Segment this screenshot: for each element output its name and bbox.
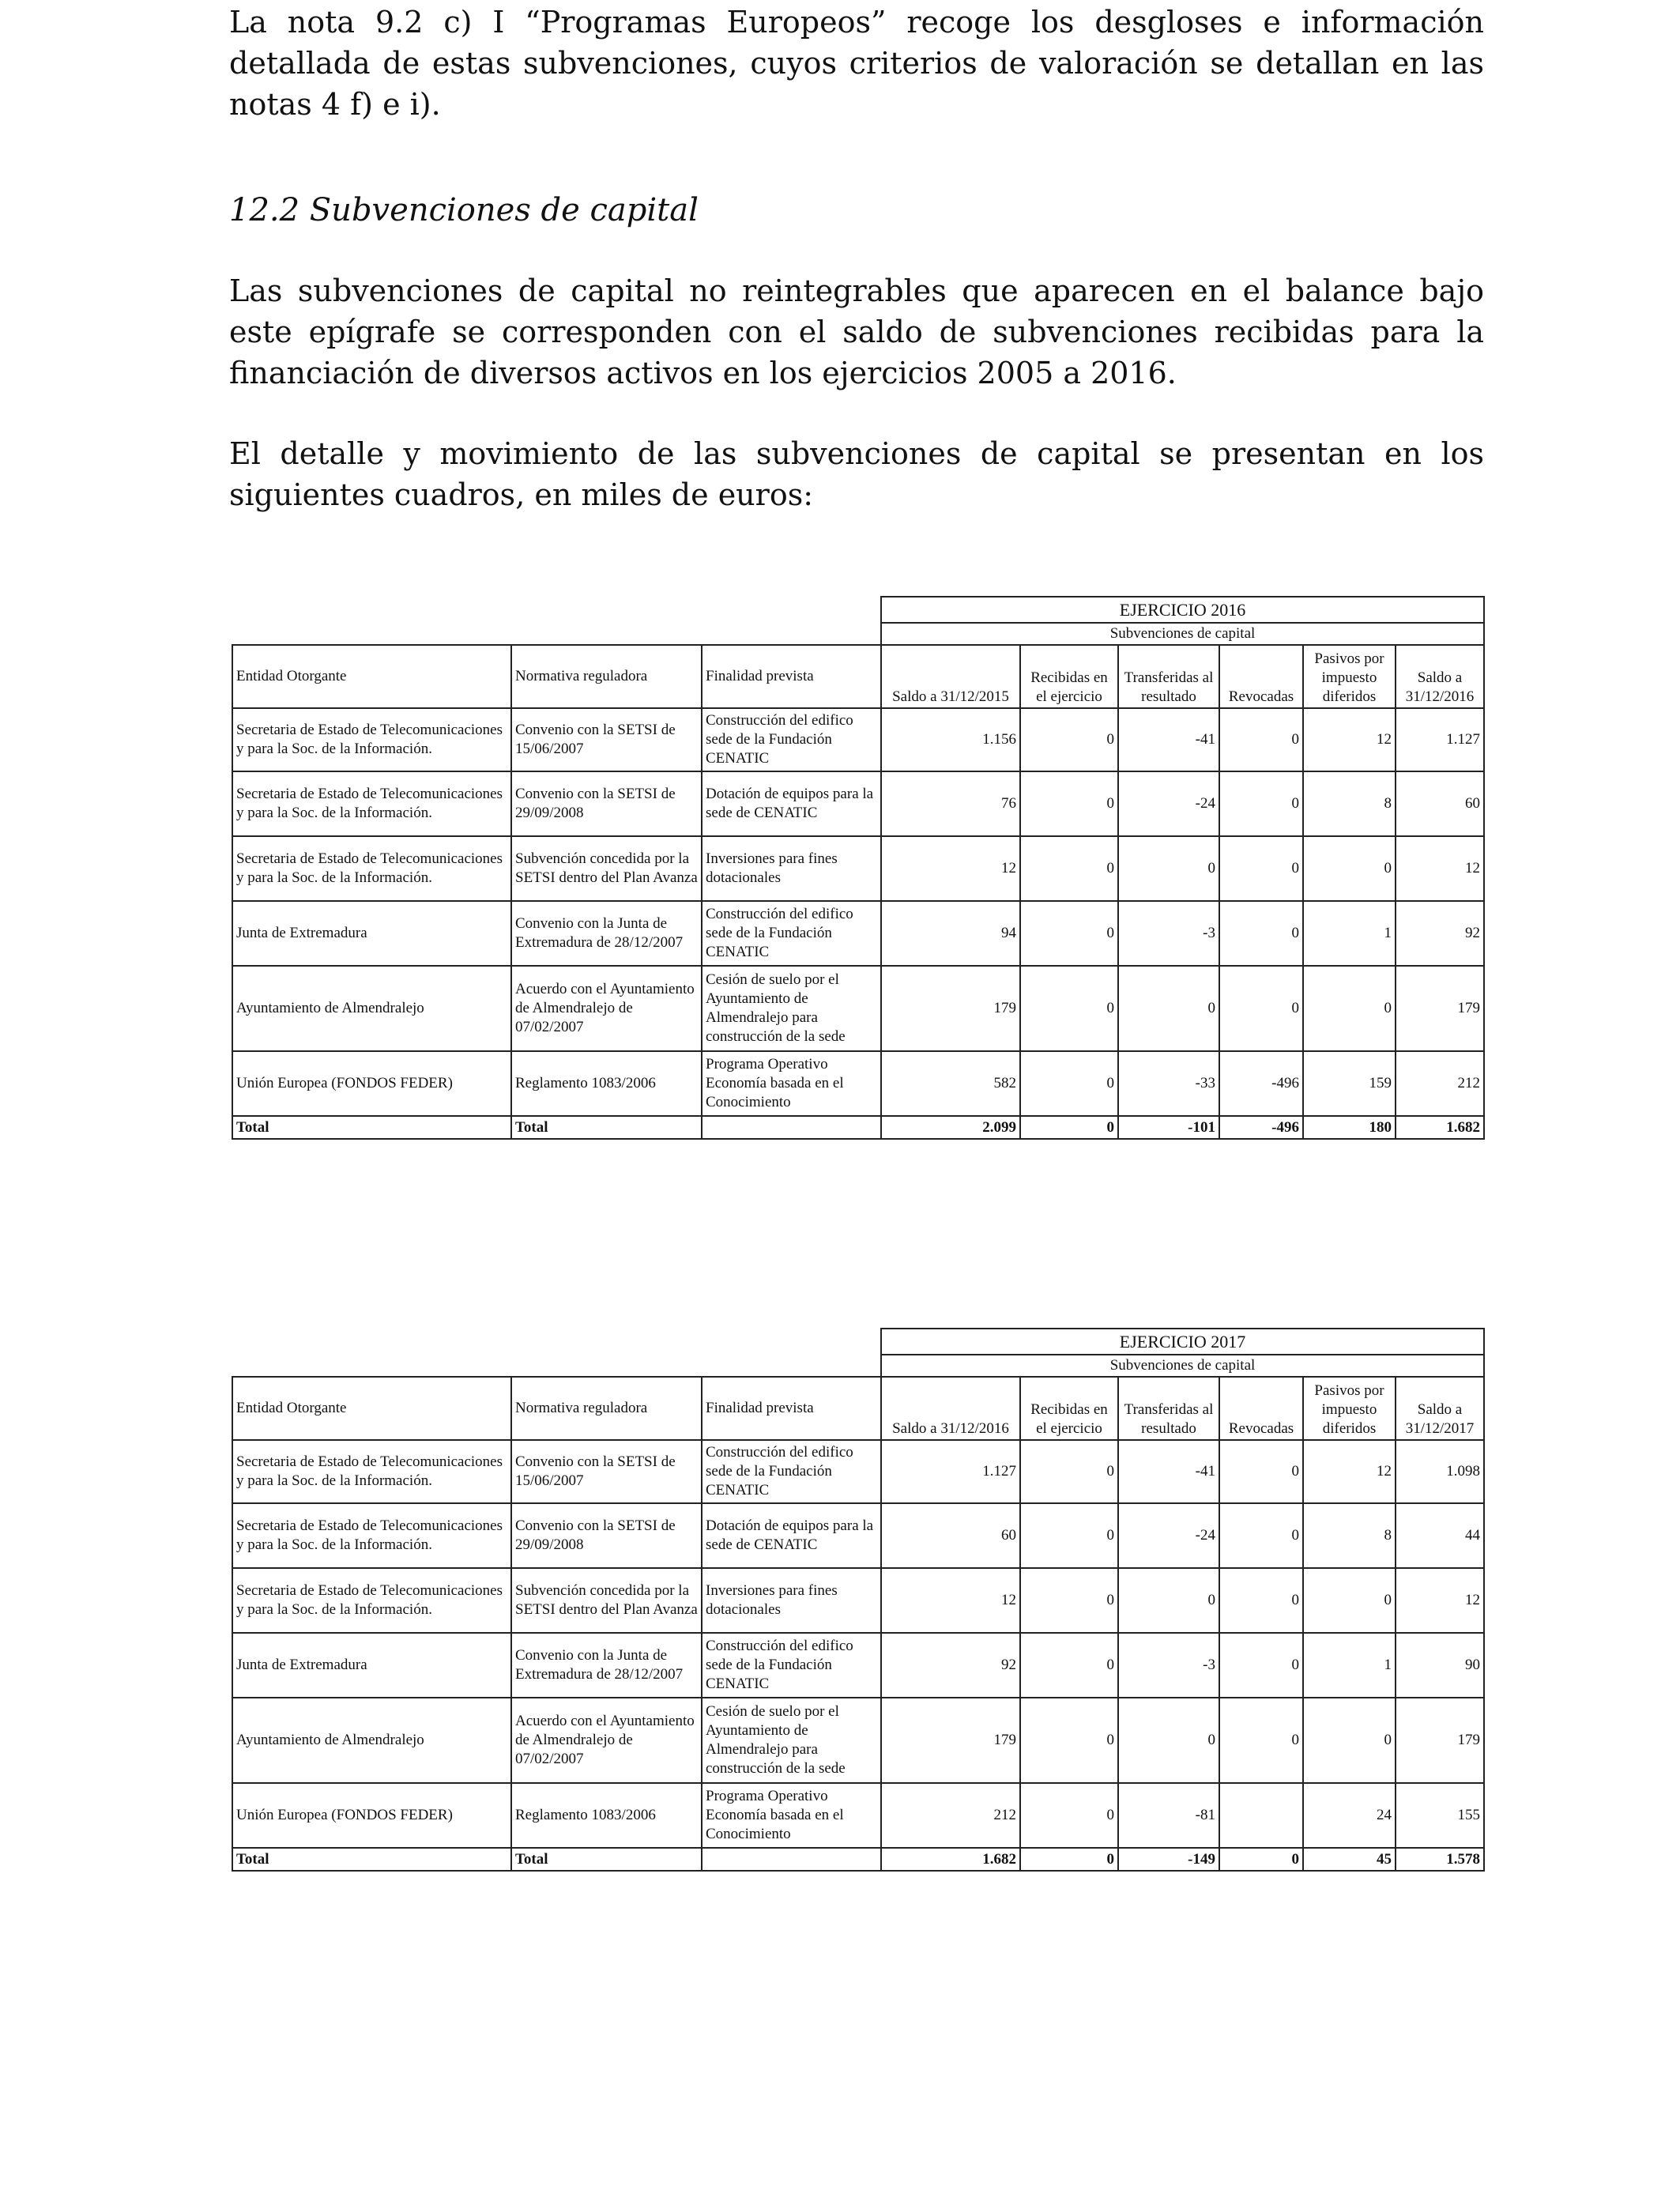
cell-entidad: Secretaria de Estado de Telecomunicaciones y para la Soc. de la Información. [232, 708, 511, 771]
cell-entidad: Secretaria de Estado de Telecomunicaciones y para la Soc. de la Información. [232, 1440, 511, 1503]
cell-revocadas: 0 [1219, 1503, 1303, 1568]
cell-saldo-final: 212 [1396, 1051, 1484, 1116]
cell-transferidas: -81 [1118, 1783, 1219, 1848]
cell-entidad: Unión Europea (FONDOS FEDER) [232, 1051, 511, 1116]
table-row [232, 966, 1484, 1051]
total-pasivos: 45 [1303, 1848, 1396, 1871]
cell-saldo-final: 92 [1396, 901, 1484, 966]
cell-saldo-final: 1.127 [1396, 708, 1484, 771]
cell-normativa: Convenio con la SETSI de 15/06/2007 [511, 708, 702, 771]
cell-entidad: Secretaria de Estado de Telecomunicaciones y para la Soc. de la Información. [232, 771, 511, 836]
total-saldo-inicial: 1.682 [881, 1848, 1020, 1871]
cell-finalidad: Inversiones para fines dotacionales [702, 836, 881, 901]
total-row [232, 1848, 1484, 1871]
cell-transferidas: -33 [1118, 1051, 1219, 1116]
cell-saldo-final: 44 [1396, 1503, 1484, 1568]
cell-entidad: Secretaria de Estado de Telecomunicaciones y para la Soc. de la Información. [232, 836, 511, 901]
cell-revocadas: 0 [1219, 836, 1303, 901]
group-header: Subvenciones de capital [881, 1355, 1484, 1377]
cell-recibidas: 0 [1020, 1568, 1118, 1633]
cell-entidad: Secretaria de Estado de Telecomunicaciones y para la Soc. de la Información. [232, 1503, 511, 1568]
cell-transferidas: -41 [1118, 1440, 1219, 1503]
subsidy-table-2016 [232, 596, 1485, 1140]
cell-normativa: Convenio con la Junta de Extremadura de 28/12/2007 [511, 901, 702, 966]
cell-saldo-inicial: 1.156 [881, 708, 1020, 771]
cell-entidad: Secretaria de Estado de Telecomunicaciones y para la Soc. de la Información. [232, 1568, 511, 1633]
section-heading: 12.2 Subvenciones de capital [229, 192, 699, 228]
cell-entidad: Junta de Extremadura [232, 1633, 511, 1698]
col-header-finalidad: Finalidad prevista [702, 645, 881, 708]
cell-saldo-final: 90 [1396, 1633, 1484, 1698]
cell-pasivos: 1 [1303, 901, 1396, 966]
cell-pasivos: 24 [1303, 1783, 1396, 1848]
cell-pasivos: 8 [1303, 1503, 1396, 1568]
cell-transferidas: 0 [1118, 1698, 1219, 1783]
cell-normativa: Reglamento 1083/2006 [511, 1051, 702, 1116]
cell-saldo-final: 1.098 [1396, 1440, 1484, 1503]
cell-normativa: Convenio con la Junta de Extremadura de 28/12/2007 [511, 1633, 702, 1698]
table-row [232, 1633, 1484, 1698]
cell-revocadas: 0 [1219, 1568, 1303, 1633]
col-header-revocadas: Revocadas [1219, 645, 1303, 708]
cell-transferidas: -24 [1118, 1503, 1219, 1568]
header-spacer [232, 1355, 881, 1377]
cell-saldo-final: 12 [1396, 1568, 1484, 1633]
ejercicio-header: EJERCICIO 2017 [881, 1329, 1484, 1355]
cell-saldo-inicial: 12 [881, 836, 1020, 901]
cell-recibidas: 0 [1020, 1503, 1118, 1568]
cell-transferidas: 0 [1118, 966, 1219, 1051]
cell-entidad: Ayuntamiento de Almendralejo [232, 1698, 511, 1783]
cell-finalidad: Programa Operativo Economía basada en el Conocimiento [702, 1783, 881, 1848]
intro-paragraph [229, 2, 1484, 125]
cell-revocadas: 0 [1219, 1633, 1303, 1698]
cell-saldo-inicial: 212 [881, 1783, 1020, 1848]
cell-saldo-inicial: 92 [881, 1633, 1020, 1698]
cell-revocadas: -496 [1219, 1051, 1303, 1116]
cell-pasivos: 8 [1303, 771, 1396, 836]
col-header-recibidas: Recibidas en el ejercicio [1020, 1377, 1118, 1440]
table-row [232, 901, 1484, 966]
cell-normativa: Subvención concedida por la SETSI dentro del Plan Avanza [511, 1568, 702, 1633]
cell-saldo-inicial: 179 [881, 966, 1020, 1051]
cell-saldo-inicial: 582 [881, 1051, 1020, 1116]
cell-finalidad: Programa Operativo Economía basada en el Conocimiento [702, 1051, 881, 1116]
table-row [232, 771, 1484, 836]
cell-transferidas: 0 [1118, 1568, 1219, 1633]
paragraph-1-text: Las subvenciones de capital no reintegrables que aparecen en el balance bajo este epígrafe se corresponden con el saldo de subvenciones recibidas para la financiación de diversos activos en los ejercicios 2005 a 2016. [229, 273, 1484, 390]
total-finalidad [702, 1848, 881, 1871]
cell-saldo-inicial: 179 [881, 1698, 1020, 1783]
cell-recibidas: 0 [1020, 836, 1118, 901]
cell-finalidad: Construcción del edifico sede de la Fundación CENATIC [702, 901, 881, 966]
cell-revocadas [1219, 1783, 1303, 1848]
cell-recibidas: 0 [1020, 1440, 1118, 1503]
cell-finalidad: Cesión de suelo por el Ayuntamiento de Almendralejo para construcción de la sede [702, 966, 881, 1051]
cell-revocadas: 0 [1219, 771, 1303, 836]
col-header-pasivos: Pasivos por impuesto diferidos [1303, 645, 1396, 708]
table-row [232, 1698, 1484, 1783]
total-saldo-final: 1.578 [1396, 1848, 1484, 1871]
cell-normativa: Acuerdo con el Ayuntamiento de Almendralejo de 07/02/2007 [511, 966, 702, 1051]
cell-saldo-final: 12 [1396, 836, 1484, 901]
col-header-finalidad: Finalidad prevista [702, 1377, 881, 1440]
cell-recibidas: 0 [1020, 708, 1118, 771]
total-finalidad [702, 1116, 881, 1139]
cell-saldo-final: 179 [1396, 1698, 1484, 1783]
cell-finalidad: Cesión de suelo por el Ayuntamiento de Almendralejo para construcción de la sede [702, 1698, 881, 1783]
total-revocadas: -496 [1219, 1116, 1303, 1139]
cell-normativa: Convenio con la SETSI de 29/09/2008 [511, 771, 702, 836]
col-header-recibidas: Recibidas en el ejercicio [1020, 645, 1118, 708]
cell-pasivos: 12 [1303, 708, 1396, 771]
col-header-transferidas: Transferidas al resultado [1118, 1377, 1219, 1440]
cell-normativa: Convenio con la SETSI de 29/09/2008 [511, 1503, 702, 1568]
cell-entidad: Ayuntamiento de Almendralejo [232, 966, 511, 1051]
cell-normativa: Subvención concedida por la SETSI dentro del Plan Avanza [511, 836, 702, 901]
col-header-saldo-final: Saldo a 31/12/2016 [1396, 645, 1484, 708]
paragraph-2-text: El detalle y movimiento de las subvenciones de capital se presentan en los siguientes cuadros, en miles de euros: [229, 436, 1484, 512]
cell-revocadas: 0 [1219, 1440, 1303, 1503]
cell-finalidad: Construcción del edifico sede de la Fundación CENATIC [702, 708, 881, 771]
cell-pasivos: 0 [1303, 1698, 1396, 1783]
cell-recibidas: 0 [1020, 1051, 1118, 1116]
group-header: Subvenciones de capital [881, 623, 1484, 645]
header-spacer [232, 623, 881, 645]
cell-transferidas: -3 [1118, 1633, 1219, 1698]
cell-pasivos: 0 [1303, 966, 1396, 1051]
cell-recibidas: 0 [1020, 1633, 1118, 1698]
total-normativa: Total [511, 1116, 702, 1139]
cell-recibidas: 0 [1020, 1698, 1118, 1783]
col-header-saldo-final: Saldo a 31/12/2017 [1396, 1377, 1484, 1440]
cell-entidad: Unión Europea (FONDOS FEDER) [232, 1783, 511, 1848]
cell-pasivos: 1 [1303, 1633, 1396, 1698]
cell-revocadas: 0 [1219, 708, 1303, 771]
total-saldo-inicial: 2.099 [881, 1116, 1020, 1139]
paragraph-2 [229, 433, 1484, 515]
cell-recibidas: 0 [1020, 901, 1118, 966]
cell-normativa: Reglamento 1083/2006 [511, 1783, 702, 1848]
paragraph-1 [229, 270, 1484, 394]
cell-saldo-inicial: 12 [881, 1568, 1020, 1633]
col-header-normativa: Normativa reguladora [511, 1377, 702, 1440]
col-header-revocadas: Revocadas [1219, 1377, 1303, 1440]
cell-saldo-inicial: 1.127 [881, 1440, 1020, 1503]
table-row [232, 1503, 1484, 1568]
cell-saldo-final: 179 [1396, 966, 1484, 1051]
total-normativa: Total [511, 1848, 702, 1871]
cell-entidad: Junta de Extremadura [232, 901, 511, 966]
cell-pasivos: 159 [1303, 1051, 1396, 1116]
total-transferidas: -149 [1118, 1848, 1219, 1871]
total-saldo-final: 1.682 [1396, 1116, 1484, 1139]
col-header-entidad: Entidad Otorgante [232, 1377, 511, 1440]
total-pasivos: 180 [1303, 1116, 1396, 1139]
cell-pasivos: 12 [1303, 1440, 1396, 1503]
cell-finalidad: Inversiones para fines dotacionales [702, 1568, 881, 1633]
total-revocadas: 0 [1219, 1848, 1303, 1871]
col-header-saldo-inicial: Saldo a 31/12/2015 [881, 645, 1020, 708]
cell-recibidas: 0 [1020, 966, 1118, 1051]
cell-normativa: Convenio con la SETSI de 15/06/2007 [511, 1440, 702, 1503]
total-entidad: Total [232, 1848, 511, 1871]
total-transferidas: -101 [1118, 1116, 1219, 1139]
subsidy-table-2017 [232, 1328, 1485, 1872]
ejercicio-header: EJERCICIO 2016 [881, 597, 1484, 623]
table-row [232, 1440, 1484, 1503]
cell-revocadas: 0 [1219, 901, 1303, 966]
cell-saldo-final: 60 [1396, 771, 1484, 836]
table-row [232, 1568, 1484, 1633]
cell-finalidad: Construcción del edifico sede de la Fundación CENATIC [702, 1633, 881, 1698]
col-header-transferidas: Transferidas al resultado [1118, 645, 1219, 708]
table-row [232, 1783, 1484, 1848]
header-spacer [232, 597, 881, 623]
header-spacer [232, 1329, 881, 1355]
cell-finalidad: Dotación de equipos para la sede de CENATIC [702, 1503, 881, 1568]
cell-normativa: Acuerdo con el Ayuntamiento de Almendralejo de 07/02/2007 [511, 1698, 702, 1783]
cell-saldo-inicial: 60 [881, 1503, 1020, 1568]
cell-recibidas: 0 [1020, 771, 1118, 836]
total-recibidas: 0 [1020, 1848, 1118, 1871]
cell-transferidas: 0 [1118, 836, 1219, 901]
table-row [232, 836, 1484, 901]
col-header-pasivos: Pasivos por impuesto diferidos [1303, 1377, 1396, 1440]
cell-transferidas: -3 [1118, 901, 1219, 966]
table-row [232, 1051, 1484, 1116]
cell-revocadas: 0 [1219, 1698, 1303, 1783]
cell-finalidad: Dotación de equipos para la sede de CENATIC [702, 771, 881, 836]
cell-saldo-inicial: 76 [881, 771, 1020, 836]
total-row [232, 1116, 1484, 1139]
cell-saldo-final: 155 [1396, 1783, 1484, 1848]
cell-transferidas: -41 [1118, 708, 1219, 771]
cell-finalidad: Construcción del edifico sede de la Fundación CENATIC [702, 1440, 881, 1503]
col-header-entidad: Entidad Otorgante [232, 645, 511, 708]
cell-pasivos: 0 [1303, 836, 1396, 901]
cell-recibidas: 0 [1020, 1783, 1118, 1848]
col-header-saldo-inicial: Saldo a 31/12/2016 [881, 1377, 1020, 1440]
table-row [232, 708, 1484, 771]
intro-text: La nota 9.2 c) I “Programas Europeos” recoge los desgloses e información detallada de estas subvenciones, cuyos criterios de valoración se detallan en las notas 4 f) e i). [229, 5, 1484, 122]
cell-pasivos: 0 [1303, 1568, 1396, 1633]
total-entidad: Total [232, 1116, 511, 1139]
total-recibidas: 0 [1020, 1116, 1118, 1139]
cell-revocadas: 0 [1219, 966, 1303, 1051]
cell-saldo-inicial: 94 [881, 901, 1020, 966]
cell-transferidas: -24 [1118, 771, 1219, 836]
col-header-normativa: Normativa reguladora [511, 645, 702, 708]
